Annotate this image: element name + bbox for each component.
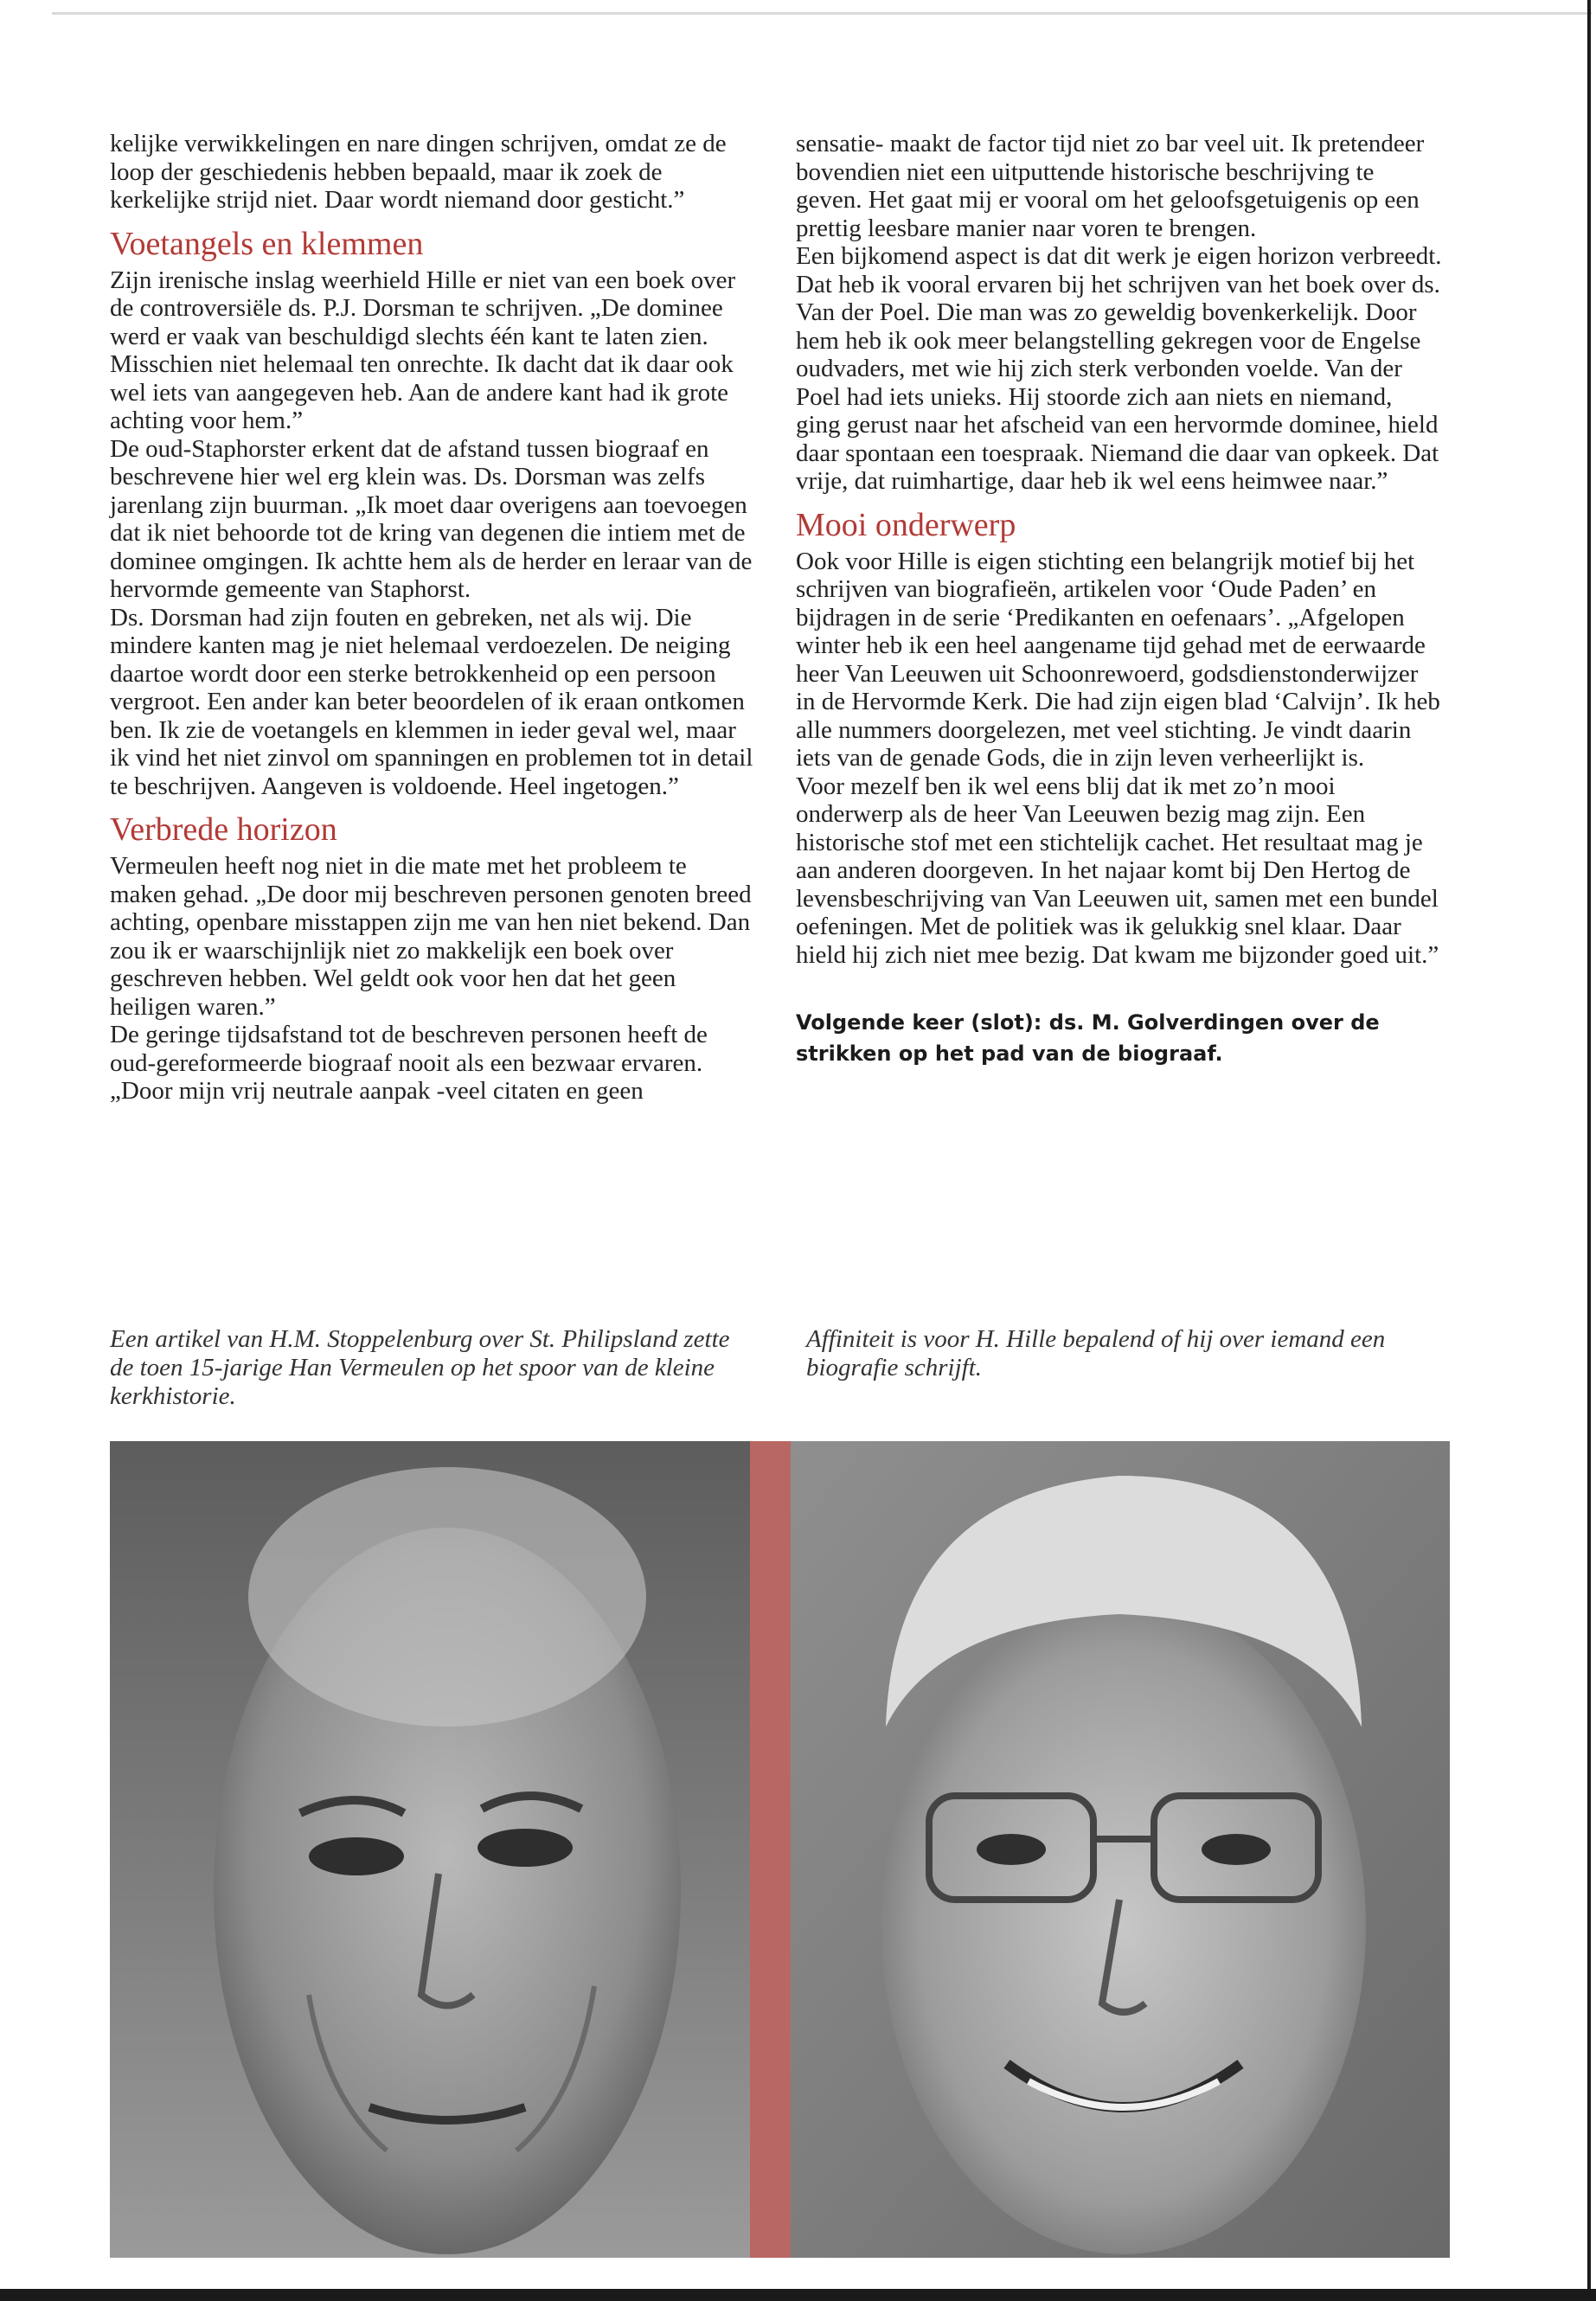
page-edge-right: [1587, 0, 1591, 2301]
section-heading: Mooi onderwerp: [796, 506, 1016, 543]
portrait-illustration-right: [791, 1441, 1450, 2258]
left-column: [110, 130, 757, 1106]
paragraph: Ds. Dorsman had zijn fouten en gebreken, net als wij. Die mindere kanten mag je niet helemaal verdoezelen. De neiging daartoe wordt door een sterke betrokkenheid op een persoon vergroot. Een ander kan beter beoordelen of ik eraan ontkomen ben. Ik zie de voetangels en klemmen in ieder geval wel, maar ik vind het niet zinvol om spanningen en problemen tot in detail te beschrijven. Aangeven is voldoende. Heel ingetogen.”: [110, 603, 753, 800]
photo-caption-right: Affiniteit is voor H. Hille bepalend of hij over iemand een biografie schrijft.: [806, 1325, 1386, 1381]
portrait-photo-vermeulen: [110, 1441, 750, 2258]
paragraph: Een bijkomend aspect is dat dit werk je eigen horizon verbreedt. Dat heb ik vooral ervaren bij het schrijven van het boek over ds. Van der Poel. Die man was zo geweldig bovenkerkelijk. Door hem heb ik ook meer belangstelling gekregen voor de Engelse oudvaders, met wie hij zich sterk verbonden voelde. Van der Poel had iets unieks. Hij stoorde zich aan niets en niemand, ging gerust naar het afscheid van een hervormde dominee, hield daar spontaan een toespraak. Niemand die daar van opkeek. Dat vrije, dat ruimhartige, daar heb ik wel eens heimwee naar.”: [796, 242, 1442, 495]
section-heading: Voetangels en klemmen: [110, 225, 424, 262]
paragraph: Zijn irenische inslag weerhield Hille er niet van een boek over de controversiële ds. P.J. Dorsman te schrijven. „De dominee werd er vaak van beschuldigd slechts één kant te laten zien. Misschien niet helemaal ten onrechte. Ik dacht dat ik daar ook wel iets van aangegeven heb. Aan de andere kant had ik grote achting voor hem.”: [110, 266, 736, 434]
right-column: [796, 130, 1443, 1069]
paragraph: sensatie- maakt de factor tijd niet zo bar veel uit. Ik pretendeer bovendien niet een uitputtende historische beschrijving te geven. Het gaat mij er vooral om het geloofsgetuigenis op een prettig leesbare manier naar voren te brengen.: [796, 130, 1425, 242]
portrait-photo-hille: [791, 1441, 1450, 2258]
page-edge-top: [52, 12, 1592, 15]
portrait-illustration-left: [110, 1441, 750, 2258]
paragraph: Ook voor Hille is eigen stichting een belangrijk motief bij het schrijven van biografieën, artikelen voor ‘Oude Paden’ en bijdragen in de serie ‘Predikanten en oefenaars’. „Afgelopen winter heb ik een heel aangename tijd gehad met de eerwaarde heer Van Leeuwen uit Schoonrewoerd, godsdienstonderwijzer in de Hervormde Kerk. Die had zijn eigen blad ‘Calvijn’. Ik heb alle nummers doorgelezen, met veel stichting. Je vindt daarin iets van de genade Gods, die in zijn leven verheerlijkt is.: [796, 547, 1440, 772]
next-issue-note: Volgende keer (slot): ds. M. Golverdingen over de strikken op het pad van de biograaf.: [796, 1010, 1380, 1066]
red-divider-stripe: [750, 1441, 791, 2258]
paragraph: De geringe tijdsafstand tot de beschreven personen heeft de oud-gereformeerde biograaf nooit als een bezwaar ervaren. „Door mijn vrij neutrale aanpak -veel citaten en geen: [110, 1021, 708, 1105]
paragraph: Vermeulen heeft nog niet in die mate met het probleem te maken gehad. „De door mij beschreven personen genoten breed achting, openbare misstappen zijn me van hen niet bekend. Dan zou ik er waarschijnlijk niet zo makkelijk een boek over geschreven hebben. Wel geldt ook voor hen dat het geen heiligen waren.”: [110, 852, 752, 1021]
paragraph: kelijke verwikkelingen en nare dingen schrijven, omdat ze de loop der geschiedenis hebben bepaald, maar ik zoek de kerkelijke strijd niet. Daar wordt niemand door gesticht.”: [110, 130, 727, 214]
paragraph: De oud-Staphorster erkent dat de afstand tussen biograaf en beschrevene hier wel erg klein was. Ds. Dorsman was zelfs jarenlang zijn buurman. „Ik moet daar overigens aan toevoegen dat ik niet behoorde tot de kring van degenen die intiem met de dominee omgingen. Ik achtte hem als de herder en leraar van de hervormde gemeente van Staphorst.: [110, 434, 753, 603]
section-heading: Verbrede horizon: [110, 811, 337, 848]
paragraph: Voor mezelf ben ik wel eens blij dat ik met zo’n mooi onderwerp als de heer Van Leeuwen bezig mag zijn. Een historische stof met een stichtelijk cachet. Het resultaat mag je aan anderen doorgeven. In het najaar komt bij Den Hertog de levensbeschrijving van Van Leeuwen uit, samen met een bundel oefeningen. Met de politiek was ik gelukkig snel klaar. Daar hield hij zich niet mee bezig. Dat kwam me bijzonder goed uit.”: [796, 772, 1439, 969]
photo-caption-left: Een artikel van H.M. Stoppelenburg over St. Philipsland zette de toen 15-jarige Han Vermeulen op het spoor van de kleine kerkhistorie.: [110, 1325, 730, 1410]
page-edge-bottom: [0, 2289, 1596, 2301]
